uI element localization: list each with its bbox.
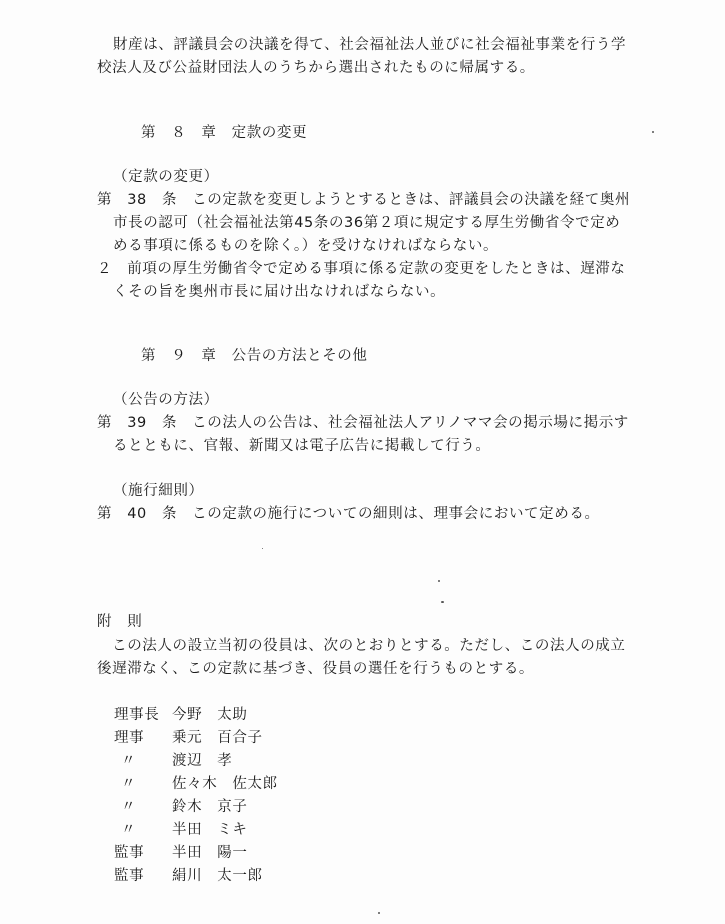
officer-name: 佐々木 佐太郎 bbox=[172, 776, 278, 792]
supplementary-line-1: この法人の設立当初の役員は、次のとおりとする。ただし、この法人の成立 bbox=[97, 638, 626, 654]
article-38-line-3: める事項に係るものを除く。）を受けなければならない。 bbox=[113, 238, 499, 254]
article-39-caption: （公告の方法） bbox=[113, 392, 219, 408]
article-39-line-1: 第 39 条 この法人の公告は、社会福祉法人アリノママ会の掲示場に掲示す bbox=[97, 415, 629, 431]
officer-name: 渡辺 孝 bbox=[172, 753, 233, 769]
officer-name: 今野 太助 bbox=[172, 707, 248, 723]
scan-speck bbox=[441, 601, 444, 603]
chapter-8-heading: 第 ８ 章 定款の変更 bbox=[141, 125, 308, 141]
intro-line-2: 校法人及び公益財団法人のうちから選出されたものに帰属する。 bbox=[97, 60, 535, 76]
officer-role: 理事長 bbox=[114, 707, 160, 723]
article-38-line-1: 第 38 条 この定款を変更しようとするときは、評議員会の決議を経て奥州 bbox=[97, 192, 631, 208]
chapter-9-heading: 第 ９ 章 公告の方法とその他 bbox=[141, 348, 368, 364]
officer-role: 理事 bbox=[114, 730, 145, 746]
article-38-caption: （定款の変更） bbox=[113, 169, 219, 185]
article-39-line-2: るとともに、官報、新聞又は電子広告に掲載して行う。 bbox=[113, 438, 491, 454]
article-38-para2-line-1: ２ 前項の厚生労働省令で定める事項に係る定款の変更をしたときは、遅滞な bbox=[97, 261, 626, 277]
officer-name: 半田 ミキ bbox=[172, 822, 248, 838]
intro-line-1: 財産は、評議員会の決議を得て、社会福祉法人並びに社会福祉事業を行う学 bbox=[113, 37, 627, 53]
officer-role: 監事 bbox=[114, 845, 145, 861]
article-38-para2-line-2: くその旨を奥州市長に届け出なければならない。 bbox=[113, 284, 446, 300]
officer-name: 乗元 百合子 bbox=[172, 730, 263, 746]
article-40-line-1: 第 40 条 この定款の施行についての細則は、理事会において定める。 bbox=[97, 506, 600, 522]
scan-speck bbox=[378, 912, 380, 914]
article-38-line-2: 市長の認可（社会福祉法第45条の36第２項に規定する厚生労働省令で定め bbox=[113, 215, 621, 231]
scan-speck bbox=[652, 131, 654, 133]
scan-speck bbox=[438, 580, 440, 582]
supplementary-heading: 附 則 bbox=[97, 614, 143, 630]
officer-role: 監事 bbox=[114, 868, 145, 884]
officer-name: 鈴木 京子 bbox=[172, 799, 248, 815]
article-40-caption: （施行細則） bbox=[113, 483, 204, 499]
officer-role: 〃 bbox=[121, 799, 137, 815]
officer-role: 〃 bbox=[121, 822, 137, 838]
officer-name: 絹川 太一郎 bbox=[172, 868, 263, 884]
scan-speck bbox=[262, 548, 263, 549]
officer-role: 〃 bbox=[121, 776, 137, 792]
officer-name: 半田 陽一 bbox=[172, 845, 248, 861]
supplementary-line-2: 後遅滞なく、この定款に基づき、役員の選任を行うものとする。 bbox=[97, 661, 535, 677]
officer-role: 〃 bbox=[121, 753, 137, 769]
